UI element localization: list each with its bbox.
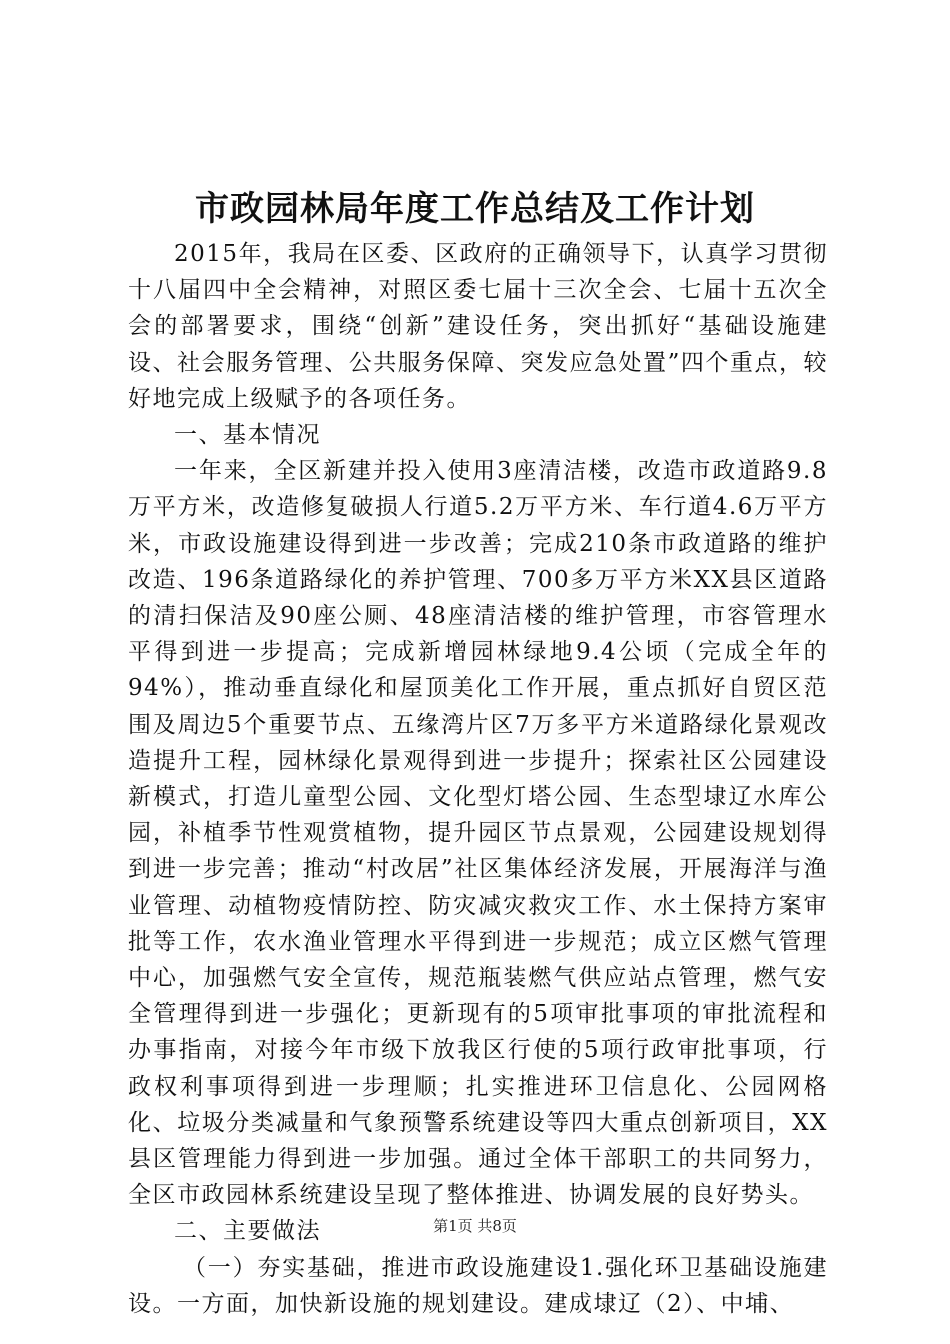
main-practices-paragraph: （一）夯实基础，推进市政设施建设1.强化环卫基础设施建设。一方面，加快新设施的规划建设。建成埭辽（2）、中埔、: [128, 1254, 828, 1317]
basic-situation-paragraph: 一年来，全区新建并投入使用3座清洁楼，改造市政道路9.8万平方米，改造修复破损人行道5.2万平方米、车行道4.6万平方米，市政设施建设得到进一步改善；完成210条市政道路的维护改造、196条道路绿化的养护管理、700多万平方米XX县区道路的清扫保洁及90座公厕、48座清洁楼的维护管理，市容管理水平得到进一步提高；完成新增园林绿地9.4公顷（完成全年的94%），推动垂直绿化和屋顶美化工作开展，重点抓好自贸区范围及周边5个重要节点、五缘湾片区7万多平方米道路绿化景观改造提升工程，园林绿化景观得到进一步提升；探索社区公园建设新模式，打造儿童型公园、文化型灯塔公园、生态型埭辽水库公园，补植季节性观赏植物，提升园区节点景观，公园建设规划得到进一步完善；推动“村改居”社区集体经济发展，开展海洋与渔业管理、动植物疫情防控、防灾减灾救灾工作、水土保持方案审批等工作，农水渔业管理水平得到进一步规范；成立区燃气管理中心，加强燃气安全宣传，规范瓶装燃气供应站点管理，燃气安全管理得到进一步强化；更新现有的5项审批事项的审批流程和办事指南，对接今年市级下放我区行使的5项行政审批事项，行政权利事项得到进一步理顺；扎实推进环卫信息化、公园网格化、垃圾分类减量和气象预警系统建设等四大重点创新项目，XX县区管理能力得到进一步加强。通过全体干部职工的共同努力，全区市政园林系统建设呈现了整体推进、协调发展的良好势头。: [128, 458, 828, 1209]
intro-paragraph: 2015年，我局在区委、区政府的正确领导下，认真学习贯彻十八届四中全会精神，对照区委七届十三次全会、七届十五次全会的部署要求，围绕“创新”建设任务，突出抓好“基础设施建设、社会服务管理、公共服务保障、突发应急处置”四个重点，较好地完成上级赋予的各项任务。: [128, 241, 828, 412]
document-title: 市政园林局年度工作总结及工作计划: [195, 189, 755, 229]
document-body: [128, 236, 828, 1322]
section-heading-main-practices: 二、主要做法: [174, 1218, 321, 1245]
section-heading-basic-situation: 一、基本情况: [174, 422, 321, 449]
page-footer: 第1页 共8页: [433, 1217, 517, 1235]
